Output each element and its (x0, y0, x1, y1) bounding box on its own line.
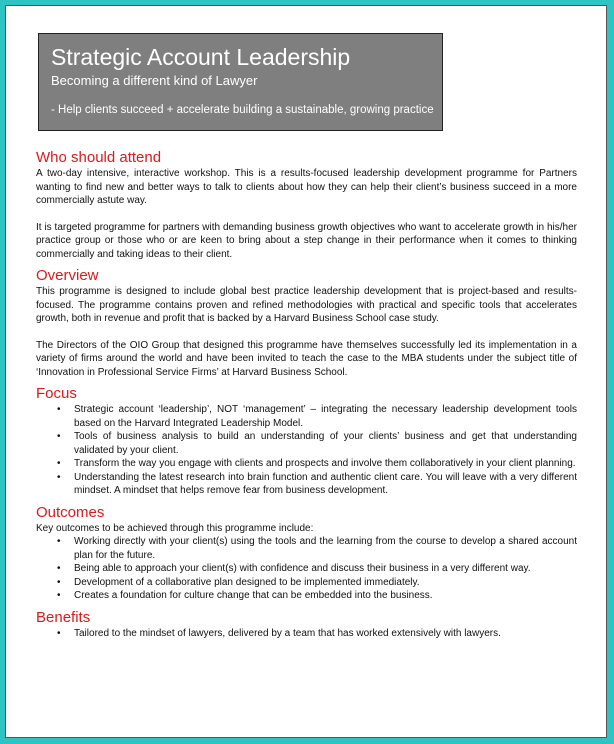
list-item (36, 627, 577, 641)
document-page (5, 5, 607, 738)
document-body (36, 149, 577, 640)
benefits-list (36, 627, 577, 641)
bullet-icon: • (57, 404, 61, 415)
bullet-icon: • (57, 563, 61, 574)
bullet-icon: • (57, 590, 61, 601)
paragraph-overview-2: The Directors of the OIO Group that designed this programme have themselves successfully led its implementation in a variety of firms around the world and have been invited to teach the case to the MBA students under the subject title of ‘Innovation in Professional Service Firms’ at Harvard Business School. (36, 339, 577, 378)
list-item-text: Transform the way you engage with clients and prospects and involve them collaboratively in your client planning. (74, 458, 576, 469)
paragraph-overview-1: This programme is designed to include global best practice leadership development that is project-based and results-focused. The programme contains proven and refined methodologies with practical and specific tools that accelerates growth, both in revenue and profit that is backed by a Harvard Business School case study. (36, 286, 577, 324)
list-item-text: Understanding the latest research into brain function and authentic client care. You will leave with a very different mindset. A mindset that helps remove fear from business development. (74, 471, 577, 496)
bullet-icon: • (57, 471, 61, 483)
list-item (36, 576, 577, 590)
document-tagline: - Help clients succeed + accelerate building a sustainable, growing practice (51, 104, 434, 116)
list-item-text: Strategic account ‘leadership’, NOT ‘management’ – integrating the necessary leadership development tools based on the Harvard Integrated Leadership Model. (74, 404, 577, 429)
list-item-text: Tailored to the mindset of lawyers, delivered by a team that has worked extensively with lawyers. (74, 627, 501, 639)
list-item-text: Creates a foundation for culture change that can be embedded into the business. (74, 590, 433, 601)
list-item (36, 471, 577, 498)
heading-overview: Overview (36, 267, 99, 284)
list-item-text: Development of a collaborative plan designed to be implemented immediately. (74, 576, 420, 588)
outcomes-list (36, 535, 577, 603)
bullet-icon: • (57, 458, 61, 469)
list-item (36, 457, 577, 471)
document-title: Strategic Account Leadership (51, 44, 351, 70)
heading-outcomes: Outcomes (36, 503, 105, 521)
list-item-text: Being able to approach your client(s) with confidence and discuss their business in a very different way. (74, 563, 531, 574)
document-subtitle: Becoming a different kind of Lawyer (51, 73, 258, 88)
bullet-icon: • (57, 576, 61, 588)
list-item (36, 403, 577, 430)
paragraph-who-2: It is targeted programme for partners with demanding business growth objectives who want to accelerate growth in his/her practice group or those who or are keen to bring about a step change in their performance when it comes to thinking commercially and taking ideas to their client. (36, 221, 577, 260)
list-item (36, 562, 577, 576)
title-banner (38, 33, 443, 131)
list-item-text: Working directly with your client(s) using the tools and the learning from the course to develop a shared account plan for the future. (74, 536, 577, 561)
heading-benefits: Benefits (36, 608, 91, 626)
bullet-icon: • (57, 536, 61, 547)
outcomes-intro: Key outcomes to be achieved through this programme include: (36, 522, 314, 534)
list-item (36, 535, 577, 562)
list-item (36, 589, 577, 603)
bullet-icon: • (57, 431, 61, 442)
heading-who-should-attend: Who should attend (36, 149, 162, 166)
list-item (36, 430, 577, 457)
paragraph-who-1: A two-day intensive, interactive workshop. This is a results-focused leadership development programme for Partners wanting to find new and better ways to talk to clients about how they can help their client’s business succeed in a more commercially astute way. (36, 168, 577, 206)
bullet-icon: • (57, 627, 61, 639)
heading-focus: Focus (36, 385, 77, 402)
focus-list (36, 403, 577, 498)
list-item-text: Tools of business analysis to build an understanding of your clients’ business and get that understanding validated by your client. (74, 431, 577, 456)
